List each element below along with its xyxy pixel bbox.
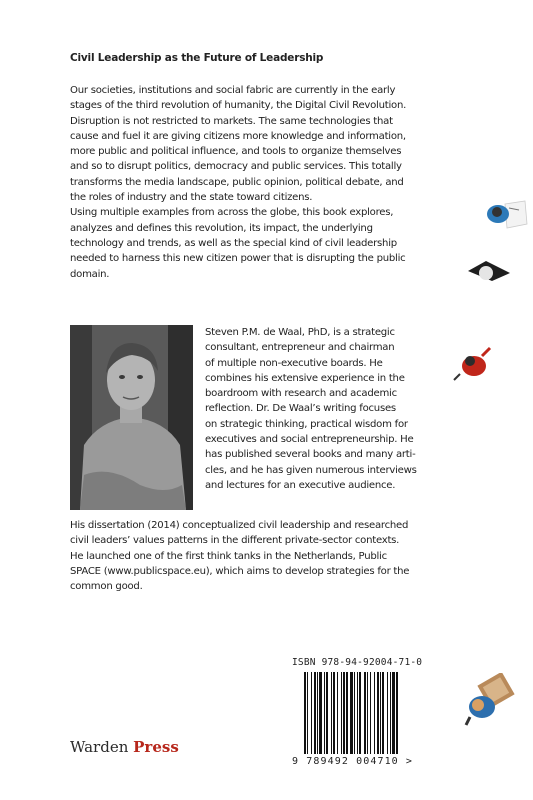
isbn-label: ISBN 978-94-92004-71-0: [292, 657, 423, 668]
barcode-bar: [390, 672, 391, 754]
description-line: more public and political influence, and tools to organize themselves: [70, 146, 402, 158]
barcode-bar: [346, 672, 348, 754]
barcode-bar: [311, 672, 312, 754]
barcode: [304, 672, 420, 754]
barcode-bar: [304, 672, 306, 754]
isbn-digits: 9 789492 004710 >: [292, 756, 414, 767]
description-line: stages of the third revolution of humanity, the Digital Civil Revolution.: [70, 100, 407, 112]
bio-line: SPACE (www.publicspace.eu), which aims to develop strategies for the: [70, 565, 410, 577]
person-in-red-figure: [452, 344, 498, 384]
cover-heading: Civil Leadership as the Future of Leadership: [70, 52, 324, 64]
description-paragraph: [70, 83, 440, 282]
barcode-bar: [319, 672, 322, 754]
bio-line: boardroom with research and academic: [205, 388, 397, 400]
bio-line: consultant, entrepreneur and chairman: [205, 342, 395, 354]
description-line: Using multiple examples from across the globe, this book explores,: [70, 207, 394, 219]
publisher-name-part1: Warden: [70, 738, 129, 756]
barcode-bar: [350, 672, 353, 754]
description-line: technology and trends, as well as the special kind of civil leadership: [70, 237, 397, 249]
bio-line: cles, and he has given numerous interviews: [205, 464, 417, 476]
description-line: Our societies, institutions and social fabric are currently in the early: [70, 85, 396, 96]
barcode-bar: [343, 672, 345, 754]
barcode-bar: [380, 672, 381, 754]
barcode-bar: [337, 672, 338, 754]
barcode-bar: [374, 672, 375, 754]
person-on-rug-figure: [460, 673, 516, 727]
publisher-logo: [70, 738, 179, 756]
barcode-bar: [307, 672, 308, 754]
description-line: Disruption is not restricted to markets. The same technologies that: [70, 115, 393, 127]
barcode-bar: [354, 672, 355, 754]
barcode-bar: [370, 672, 371, 754]
barcode-bar: [317, 672, 318, 754]
bio-line: and lectures for an executive audience.: [205, 479, 396, 491]
bio-line: Steven P.M. de Waal, PhD, is a strategic: [205, 327, 395, 338]
barcode-bar: [392, 672, 395, 754]
barcode-bar: [387, 672, 388, 754]
bio-line: His dissertation (2014) conceptualized civil leadership and researched: [70, 520, 409, 531]
bio-line: combines his extensive experience in the: [205, 372, 405, 384]
barcode-bar: [326, 672, 328, 754]
bio-line: He launched one of the first think tanks in the Netherlands, Public: [70, 550, 387, 562]
barcode-bar: [367, 672, 368, 754]
isbn-barcode-block: [290, 657, 430, 775]
description-line: cause and fuel it are giving citizens more knowledge and information,: [70, 130, 406, 142]
person-with-hat-figure: [466, 255, 512, 285]
barcode-bar: [359, 672, 361, 754]
description-line: needed to harness this new citizen power that is disrupting the public: [70, 253, 406, 265]
barcode-bar: [377, 672, 379, 754]
barcode-bar: [341, 672, 342, 754]
person-at-desk-figure: [483, 198, 528, 232]
bio-line: of multiple non-executive boards. He: [205, 357, 383, 369]
barcode-bar: [396, 672, 398, 754]
description-line: domain.: [70, 268, 110, 280]
barcode-bar: [364, 672, 366, 754]
publisher-name-part2: Press: [133, 738, 179, 756]
bio-line: common good.: [70, 581, 143, 593]
description-line: transforms the media landscape, public opinion, political debate, and: [70, 176, 404, 188]
description-line: the roles of industry and the state toward citizens.: [70, 192, 313, 204]
description-line: and so to disrupt politics, democracy and public services. This totally: [70, 161, 402, 173]
barcode-bar: [357, 672, 358, 754]
barcode-bar: [331, 672, 332, 754]
bio-line: has published several books and many arti-: [205, 449, 416, 461]
barcode-bar: [324, 672, 325, 754]
author-portrait-image: [70, 325, 193, 510]
author-bio: [205, 325, 440, 493]
barcode-bar: [314, 672, 316, 754]
bio-line: on strategic thinking, practical wisdom for: [205, 418, 408, 430]
author-bio-continued: [70, 518, 440, 594]
bio-line: reflection. Dr. De Waal’s writing focuses: [205, 403, 396, 415]
barcode-bar: [333, 672, 335, 754]
bio-line: executives and social entrepreneurship. He: [205, 434, 414, 446]
description-line: analyzes and defines this revolution, its impact, the underlying: [70, 222, 373, 234]
barcode-bar: [382, 672, 384, 754]
bio-line: civil leaders’ values patterns in the different private-sector contexts.: [70, 535, 400, 547]
author-photo: [70, 325, 193, 510]
